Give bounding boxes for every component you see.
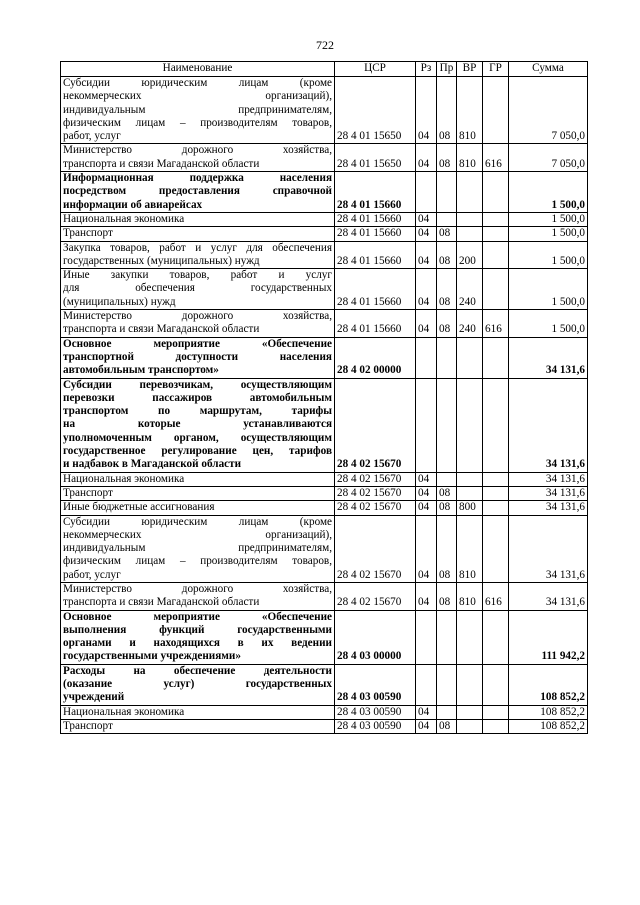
name-line: Транспорт <box>63 486 113 499</box>
name-line: и надбавок в Магаданской области <box>63 458 242 471</box>
cell-csr: 28 4 01 15660 <box>335 310 416 338</box>
cell-vr: 800 <box>457 501 483 515</box>
cell-gr: 616 <box>483 310 509 338</box>
cell-csr: 28 4 01 15650 <box>335 144 416 172</box>
cell-name <box>61 501 335 515</box>
cell-sum: 108 852,2 <box>509 705 588 719</box>
cell-gr <box>483 337 509 378</box>
cell-rz <box>416 610 437 664</box>
table-row <box>61 719 588 733</box>
name-line: государственное регулирование цен, тарифов <box>63 445 332 458</box>
name-line: индивидуальным предпринимателям, <box>63 103 332 116</box>
cell-rz: 04 <box>416 705 437 719</box>
name-line: автомобильным транспортом» <box>63 364 219 377</box>
cell-gr <box>483 719 509 733</box>
cell-name <box>61 664 335 705</box>
cell-rz: 04 <box>416 227 437 241</box>
cell-gr: 616 <box>483 582 509 610</box>
cell-pr: 08 <box>437 515 457 582</box>
cell-rz: 04 <box>416 486 437 500</box>
cell-pr: 08 <box>437 310 457 338</box>
cell-vr <box>457 664 483 705</box>
name-line: Расходы на обеспечение деятельности <box>63 664 332 677</box>
cell-vr: 810 <box>457 144 483 172</box>
table-row <box>61 227 588 241</box>
cell-gr <box>483 705 509 719</box>
table-row <box>61 241 588 269</box>
cell-name <box>61 241 335 269</box>
cell-csr: 28 4 02 15670 <box>335 486 416 500</box>
cell-vr <box>457 486 483 500</box>
table-row <box>61 144 588 172</box>
cell-csr: 28 4 02 15670 <box>335 501 416 515</box>
cell-vr <box>457 610 483 664</box>
table-row <box>61 664 588 705</box>
header-sum: Сумма <box>509 62 588 77</box>
name-line: некоммерческих организаций), <box>63 90 332 103</box>
cell-name <box>61 719 335 733</box>
cell-csr: 28 4 02 15670 <box>335 378 416 472</box>
cell-rz <box>416 172 437 213</box>
cell-sum: 34 131,6 <box>509 378 588 472</box>
cell-csr: 28 4 01 15660 <box>335 269 416 310</box>
cell-sum: 1 500,0 <box>509 172 588 213</box>
name-line: Субсидии перевозчикам, осуществляющим <box>63 378 332 391</box>
cell-pr <box>437 472 457 486</box>
cell-name <box>61 515 335 582</box>
cell-pr: 08 <box>437 227 457 241</box>
cell-gr <box>483 269 509 310</box>
cell-rz: 04 <box>416 582 437 610</box>
cell-pr <box>437 212 457 226</box>
cell-vr: 810 <box>457 515 483 582</box>
cell-gr <box>483 486 509 500</box>
cell-name <box>61 378 335 472</box>
cell-vr <box>457 172 483 213</box>
name-line: Закупка товаров, работ и услуг для обеспечения <box>63 241 332 254</box>
cell-rz: 04 <box>416 472 437 486</box>
name-line: Транспорт <box>63 227 113 240</box>
name-line: Министерство дорожного хозяйства, <box>63 144 332 157</box>
name-line: Субсидии юридическим лицам (кроме <box>63 77 332 89</box>
table-row <box>61 378 588 472</box>
cell-gr <box>483 501 509 515</box>
cell-rz: 04 <box>416 310 437 338</box>
cell-pr <box>437 610 457 664</box>
cell-pr <box>437 705 457 719</box>
cell-csr: 28 4 03 00590 <box>335 705 416 719</box>
name-line: (муниципальных) нужд <box>63 295 176 308</box>
cell-csr: 28 4 02 15670 <box>335 515 416 582</box>
name-line: Национальная экономика <box>63 212 185 225</box>
cell-csr: 28 4 03 00590 <box>335 664 416 705</box>
cell-name <box>61 212 335 226</box>
cell-gr <box>483 212 509 226</box>
name-line: на которые устанавливаются <box>63 418 332 431</box>
table-row <box>61 582 588 610</box>
cell-pr: 08 <box>437 582 457 610</box>
cell-sum: 1 500,0 <box>509 269 588 310</box>
cell-vr: 200 <box>457 241 483 269</box>
cell-csr: 28 4 02 15670 <box>335 582 416 610</box>
cell-rz <box>416 337 437 378</box>
page-number: 722 <box>316 38 334 52</box>
cell-rz: 04 <box>416 501 437 515</box>
cell-name <box>61 705 335 719</box>
name-line: Информационная поддержка населения <box>63 172 332 185</box>
cell-name <box>61 610 335 664</box>
cell-name <box>61 269 335 310</box>
cell-name <box>61 227 335 241</box>
cell-pr: 08 <box>437 144 457 172</box>
cell-pr: 08 <box>437 241 457 269</box>
header-name: Наименование <box>61 62 335 77</box>
cell-pr <box>437 172 457 213</box>
name-line: физическим лицам – производителям товаров, <box>63 116 332 129</box>
cell-csr: 28 4 01 15660 <box>335 212 416 226</box>
header-pr: Пр <box>437 62 457 77</box>
cell-rz: 04 <box>416 515 437 582</box>
cell-csr: 28 4 03 00590 <box>335 719 416 733</box>
cell-pr <box>437 378 457 472</box>
budget-table <box>60 61 588 734</box>
name-line: некоммерческих организаций), <box>63 528 332 541</box>
name-line: Основное мероприятие «Обеспечение <box>63 337 332 350</box>
name-line: органами и находящихся в их ведении <box>63 637 332 650</box>
name-line: государственными учреждениями» <box>63 650 241 663</box>
table-row <box>61 486 588 500</box>
cell-pr <box>437 664 457 705</box>
cell-name <box>61 337 335 378</box>
cell-gr <box>483 227 509 241</box>
name-line: государственных (муниципальных) нужд <box>63 254 260 267</box>
table-row <box>61 77 588 144</box>
cell-sum: 34 131,6 <box>509 582 588 610</box>
cell-pr: 08 <box>437 501 457 515</box>
cell-sum: 1 500,0 <box>509 227 588 241</box>
cell-pr: 08 <box>437 77 457 144</box>
name-line: транспорта и связи Магаданской области <box>63 323 260 336</box>
name-line: информации об авиарейсах <box>63 198 203 211</box>
cell-sum: 34 131,6 <box>509 501 588 515</box>
name-line: транспортной доступности населения <box>63 350 332 363</box>
cell-csr: 28 4 01 15660 <box>335 241 416 269</box>
cell-gr <box>483 472 509 486</box>
cell-name <box>61 172 335 213</box>
cell-name <box>61 144 335 172</box>
table-row <box>61 515 588 582</box>
header-vr: ВР <box>457 62 483 77</box>
cell-vr: 810 <box>457 77 483 144</box>
name-line: Иные закупки товаров, работ и услуг <box>63 269 332 282</box>
cell-sum: 1 500,0 <box>509 241 588 269</box>
name-line: перевозки пассажиров автомобильным <box>63 391 332 404</box>
name-line: физическим лицам – производителям товаров, <box>63 555 332 568</box>
name-line: Министерство дорожного хозяйства, <box>63 582 332 595</box>
cell-rz: 04 <box>416 144 437 172</box>
cell-rz <box>416 378 437 472</box>
name-line: уполномоченным органом, осуществляющим <box>63 431 332 444</box>
cell-csr: 28 4 01 15660 <box>335 227 416 241</box>
cell-gr: 616 <box>483 144 509 172</box>
cell-rz: 04 <box>416 212 437 226</box>
cell-rz: 04 <box>416 269 437 310</box>
name-line: Национальная экономика <box>63 705 185 718</box>
cell-gr <box>483 378 509 472</box>
cell-sum: 34 131,6 <box>509 515 588 582</box>
cell-sum: 7 050,0 <box>509 144 588 172</box>
cell-sum: 7 050,0 <box>509 77 588 144</box>
cell-sum: 108 852,2 <box>509 719 588 733</box>
cell-csr: 28 4 01 15660 <box>335 172 416 213</box>
name-line: выполнения функций государственными <box>63 623 332 636</box>
name-line: транспорта и связи Магаданской области <box>63 157 260 170</box>
cell-sum: 34 131,6 <box>509 486 588 500</box>
cell-vr <box>457 378 483 472</box>
cell-name <box>61 582 335 610</box>
table-row <box>61 212 588 226</box>
cell-gr <box>483 515 509 582</box>
cell-name <box>61 310 335 338</box>
cell-vr <box>457 212 483 226</box>
table-row <box>61 501 588 515</box>
cell-vr <box>457 337 483 378</box>
cell-rz <box>416 664 437 705</box>
cell-vr <box>457 705 483 719</box>
cell-gr <box>483 241 509 269</box>
name-line: Иные бюджетные ассигнования <box>63 501 215 514</box>
cell-name <box>61 77 335 144</box>
cell-csr: 28 4 01 15650 <box>335 77 416 144</box>
cell-vr: 810 <box>457 582 483 610</box>
cell-csr: 28 4 02 15670 <box>335 472 416 486</box>
cell-csr: 28 4 03 00000 <box>335 610 416 664</box>
name-line: транспорта и связи Магаданской области <box>63 596 260 609</box>
cell-vr <box>457 227 483 241</box>
cell-rz: 04 <box>416 77 437 144</box>
cell-sum: 1 500,0 <box>509 310 588 338</box>
table-header-row <box>61 62 588 77</box>
table-row <box>61 705 588 719</box>
name-line: Национальная экономика <box>63 472 185 485</box>
table-row <box>61 269 588 310</box>
cell-pr: 08 <box>437 486 457 500</box>
name-line: (оказание услуг) государственных <box>63 678 332 691</box>
header-csr: ЦСР <box>335 62 416 77</box>
name-line: Министерство дорожного хозяйства, <box>63 310 332 323</box>
cell-sum: 34 131,6 <box>509 337 588 378</box>
name-line: транспортом по маршрутам, тарифы <box>63 405 332 418</box>
cell-gr <box>483 172 509 213</box>
name-line: для обеспечения государственных <box>63 282 332 295</box>
cell-name <box>61 486 335 500</box>
table-row <box>61 172 588 213</box>
name-line: учреждений <box>63 691 125 704</box>
cell-pr: 08 <box>437 719 457 733</box>
cell-rz: 04 <box>416 241 437 269</box>
header-gr: ГР <box>483 62 509 77</box>
cell-pr <box>437 337 457 378</box>
table-row <box>61 310 588 338</box>
table-row <box>61 337 588 378</box>
name-line: Основное мероприятие «Обеспечение <box>63 610 332 623</box>
cell-csr: 28 4 02 00000 <box>335 337 416 378</box>
cell-vr: 240 <box>457 310 483 338</box>
cell-gr <box>483 610 509 664</box>
cell-vr <box>457 719 483 733</box>
name-line: посредством предоставления справочной <box>63 185 332 198</box>
cell-gr <box>483 77 509 144</box>
cell-gr <box>483 664 509 705</box>
cell-pr: 08 <box>437 269 457 310</box>
cell-sum: 111 942,2 <box>509 610 588 664</box>
name-line: Субсидии юридическим лицам (кроме <box>63 515 332 528</box>
name-line: индивидуальным предпринимателям, <box>63 542 332 555</box>
table-row <box>61 472 588 486</box>
cell-sum: 1 500,0 <box>509 212 588 226</box>
table-row <box>61 610 588 664</box>
name-line: работ, услуг <box>63 130 121 143</box>
cell-vr: 240 <box>457 269 483 310</box>
name-line: работ, услуг <box>63 568 121 581</box>
cell-rz: 04 <box>416 719 437 733</box>
cell-sum: 34 131,6 <box>509 472 588 486</box>
name-line: Транспорт <box>63 719 113 732</box>
cell-vr <box>457 472 483 486</box>
header-rz: Рз <box>416 62 437 77</box>
table-body <box>61 77 588 734</box>
cell-name <box>61 472 335 486</box>
cell-sum: 108 852,2 <box>509 664 588 705</box>
